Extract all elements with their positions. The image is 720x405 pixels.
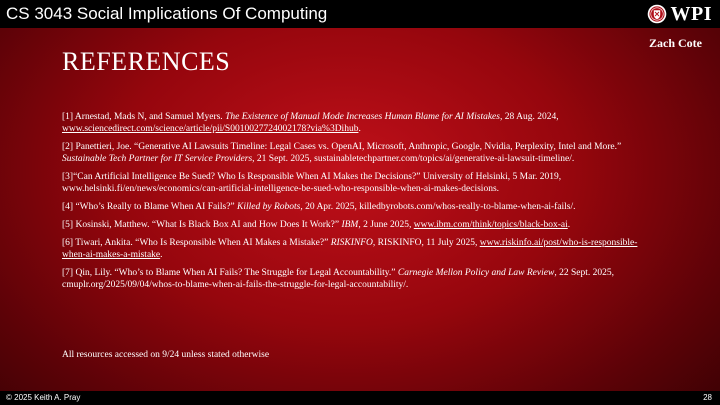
reference-details: , 20 Apr. 2025, killedbyrobots.com/whos-really-to-blame-when-ai-fails/. <box>300 202 576 213</box>
reference-source-title: IBM <box>341 220 359 231</box>
reference-tail: . <box>160 250 163 261</box>
reference-source-title: The Existence of Manual Mode Increases Human Blame for AI Mistakes <box>225 112 500 122</box>
copyright-text: © 2025 Keith A. Pray <box>6 393 81 402</box>
footer-bar <box>0 391 720 405</box>
wpi-logo <box>647 2 713 26</box>
reference-text: [1] Arnestad, Mads N, and Samuel Myers. <box>62 112 226 122</box>
reference-tail: . <box>358 124 361 135</box>
reference-details: , 21 Sept. 2025, sustainabletechpartner.com/topics/ai/generative-ai-lawsuit-timeline/. <box>252 154 575 165</box>
reference-link[interactable]: www.ibm.com/think/topics/black-box-ai <box>413 220 568 231</box>
reference-text: [4] “Who’s Really to Blame When AI Fails?” <box>62 202 238 213</box>
reference-source-title: Sustainable Tech Partner for IT Service Providers <box>62 154 253 165</box>
reference-item <box>62 111 660 136</box>
reference-details: , 28 Aug. 2024, <box>499 112 559 122</box>
reference-link[interactable]: www.riskinfo.ai/post/who-is-responsible-when-ai-makes-a-mistake <box>62 237 638 261</box>
reference-item <box>62 171 660 196</box>
page-title: REFERENCES <box>62 47 231 76</box>
access-note: All resources accessed on 9/24 unless stated otherwise <box>62 350 270 360</box>
reference-item <box>62 267 660 292</box>
reference-item <box>62 219 660 231</box>
reference-text: [6] Tiwari, Ankita. “Who Is Responsible When AI Makes a Mistake?” <box>62 237 331 248</box>
reference-link[interactable]: www.sciencedirect.com/science/article/pii/S0010027724002178?via%3Dihub <box>62 124 359 135</box>
reference-details: , RISKINFO, 11 July 2025, <box>372 237 480 248</box>
reference-source-title: Carnegie Mellon Policy and Law Review <box>397 267 555 278</box>
reference-text: [5] Kosinski, Matthew. “What Is Black Box AI and How Does It Work?” <box>62 220 342 231</box>
reference-source-title: RISKINFO <box>330 237 373 248</box>
reference-tail: . <box>567 220 571 231</box>
reference-item <box>62 201 660 213</box>
reference-text: [3]“Can Artificial Intelligence Be Sued? Who Is Responsible When AI Makes the Decisions?” University of Helsinki, 5 Mar. 2019, www.helsinki.fi/en/news/economics/can-artificial-intelligence-be-sued-who-responsible-when-ai-makes-decisions. <box>62 172 562 195</box>
reference-source-title: Killed by Robots <box>237 202 301 213</box>
wpi-seal-icon <box>647 4 667 24</box>
reference-text: [2] Panettieri, Joe. “Generative AI Lawsuits Timeline: Legal Cases vs. OpenAI, Microsoft, Anthropic, Google, Nvidia, Perplexity, Intel and More.” <box>62 142 622 153</box>
course-title: CS 3043 Social Implications Of Computing <box>6 4 328 23</box>
page-number: 28 <box>703 393 712 402</box>
logo-text: WPI <box>670 3 712 25</box>
references-list <box>62 111 660 297</box>
reference-details: , 2 June 2025, <box>358 220 414 231</box>
reference-text: [7] Qin, Lily. “Who’s to Blame When AI Fails? The Struggle for Legal Accountability.” <box>62 267 398 278</box>
reference-item <box>62 237 660 262</box>
author-name: Zach Cote <box>649 36 702 50</box>
reference-item <box>62 141 660 166</box>
reference-details: , 22 Sept. 2025, cmuplr.org/2025/09/04/whos-to-blame-when-ai-fails-the-struggle-for-legal-accountability/. <box>62 267 614 291</box>
